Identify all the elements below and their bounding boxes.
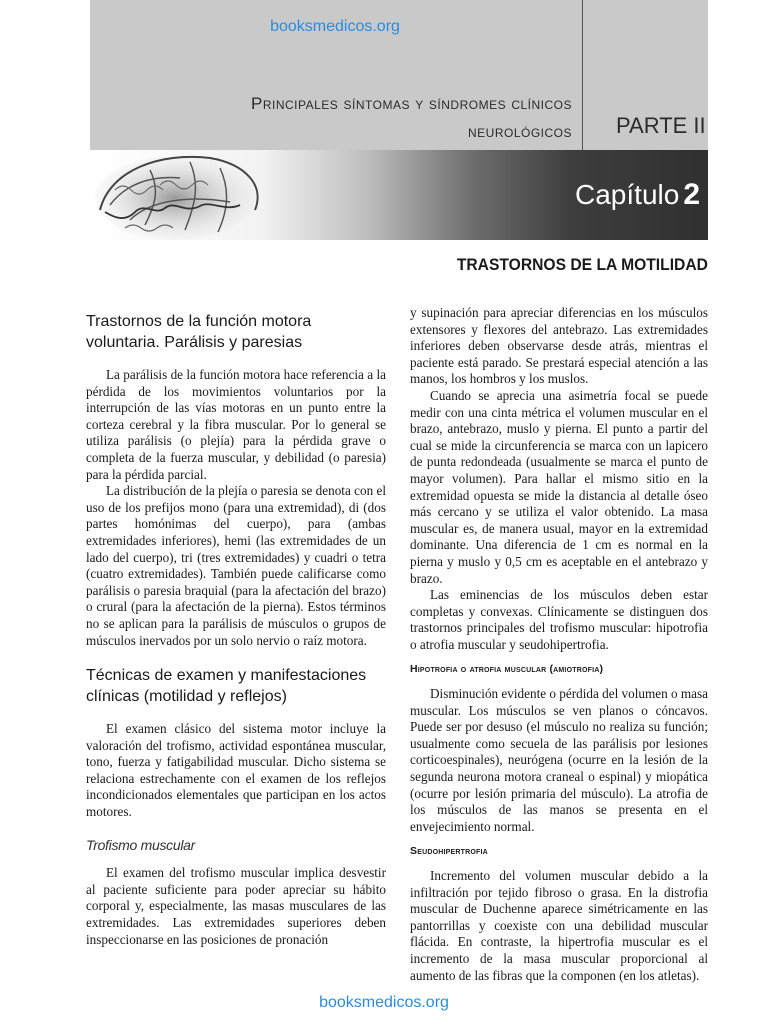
paragraph: Cuando se aprecia una asimetría focal se puede medir con una cinta métrica el volumen muscular en el brazo, antebrazo, muslo y pierna. El punto a partir del cual se mide la circunferencia se marca con un lapicero de punta redondeada (usualmente se marca el punto de mayor volumen). Para hallar el mismo sitio en la extremidad opuesta se mide la distancia al detalle óseo más cercano y se utiliza el valor obtenido. La masa muscular es, de manera usual, mayor en la extremidad dominante. Una diferencia de 1 cm es normal en la pierna y muslo y 0,5 cm es aceptable en el antebrazo y brazo. (410, 387, 708, 586)
left-column (86, 305, 386, 948)
paragraph: Las eminencias de los músculos deben estar completas y convexas. Clínicamente se distinguen dos trastornos principales del trofismo muscular: hipotrofia o atrofia muscular y seudohipertrofia. (410, 587, 708, 652)
paragraph: y supinación para apreciar diferencias en los músculos extensores y flexores del antebrazo. Las extremidades inferiores deben observarse desde atrás, mientras el paciente está parado. Se prestará especial atención a las manos, los hombros y los muslos. (410, 305, 708, 387)
paragraph: Disminución evidente o pérdida del volumen o masa muscular. Los músculos se ven planos o cóncavos. Puede ser por desuso (el músculo no realiza su función; usualmente como secuela de las parálisis por lesiones corticoespinales), neurógena (ocurre en la lesión de la segunda neurona motora craneal o espinal) y miopática (ocurre por lesión primaria del músculo). La atrofia de los músculos de las manos se presenta en el envejecimiento normal. (410, 686, 708, 834)
part-title-line2: neurológicos (467, 122, 572, 141)
heading-trofismo: Trofismo muscular (86, 836, 195, 853)
part-label: PARTE II (616, 113, 706, 138)
section-title: TRASTORNOS DE LA MOTILIDAD (456, 255, 708, 274)
part-title (251, 90, 572, 146)
chapter-band (90, 150, 708, 240)
chapter-heading (575, 178, 700, 212)
heading-seudohipertrofia: Seudohipertrofia (410, 845, 488, 858)
paragraph: La parálisis de la función motora hace referencia a la pérdida de los movimientos voluntarios por la interrupción de las vías motoras en un punto entre la corteza cerebral y la fibra muscular. Por lo general se utiliza parálisis (o plejía) para la pérdida grave o completa de la fuerza muscular, y debilidad (o paresia) para la pérdida parcial. (86, 367, 386, 482)
site-link-top[interactable]: booksmedicos.org (270, 18, 400, 35)
paragraph: Incremento del volumen muscular debido a la infiltración por tejido fibroso o grasa. En la distrofia muscular de Duchenne aparece simétricamente en las pantorrillas y coexiste con una debilidad muscular flácida. En contraste, la hipertrofia muscular es el incremento de la masa muscular proporcional al aumento de las fibras que la componen (en los atletas). (410, 868, 708, 983)
page-header (90, 0, 708, 150)
part-title-line1: Principales síntomas y síndromes clínicos (250, 94, 572, 113)
paragraph: La distribución de la plejía o paresia se denota con el uso de los prefijos mono (para una extremidad), di (dos partes homónimas del cuerpo), para (ambas extremidades inferiores), hemi (las extremidades de un lado del cuerpo), tri (tres extremidades) y cuadri o tetra (cuatro extremidades). También puede calificarse como parálisis o paresia braquial (para la afectación del brazo) o crural (para la afectación de la pierna). Estos términos no se aplican para la parálisis de músculos o grupos de músculos inervados por un solo nervio o raíz motora. (86, 483, 386, 648)
heading-tecnicas: Técnicas de examen y manifestaciones clínicas (motilidad y reflejos) (86, 667, 367, 706)
heading-motora: Trastornos de la función motora voluntaria. Parálisis y paresias (86, 313, 312, 351)
heading-hipotrofia: Hipotrofia o atrofia muscular (amiotrofia) (410, 663, 604, 676)
chapter-label: Capítulo (575, 179, 680, 210)
paragraph: El examen del trofismo muscular implica desvestir al paciente suficiente para poder apreciar su hábito corporal y, especialmente, las masas musculares de las extremidades. Las extremidades superiores deben inspeccionarse en las posiciones de pronación (86, 865, 386, 947)
right-column (410, 305, 708, 984)
chapter-number: 2 (683, 178, 700, 211)
site-link-bottom[interactable]: booksmedicos.org (319, 994, 449, 1011)
paragraph: El examen clásico del sistema motor incluye la valoración del trofismo, actividad espontánea muscular, tono, fuerza y fatigabilidad muscular. Dicho sistema se relaciona estrechamente con el examen de los reflejos incondicionados elementales que participan en los actos motores. (86, 721, 386, 820)
header-divider (582, 0, 583, 150)
brain-image (90, 150, 280, 240)
